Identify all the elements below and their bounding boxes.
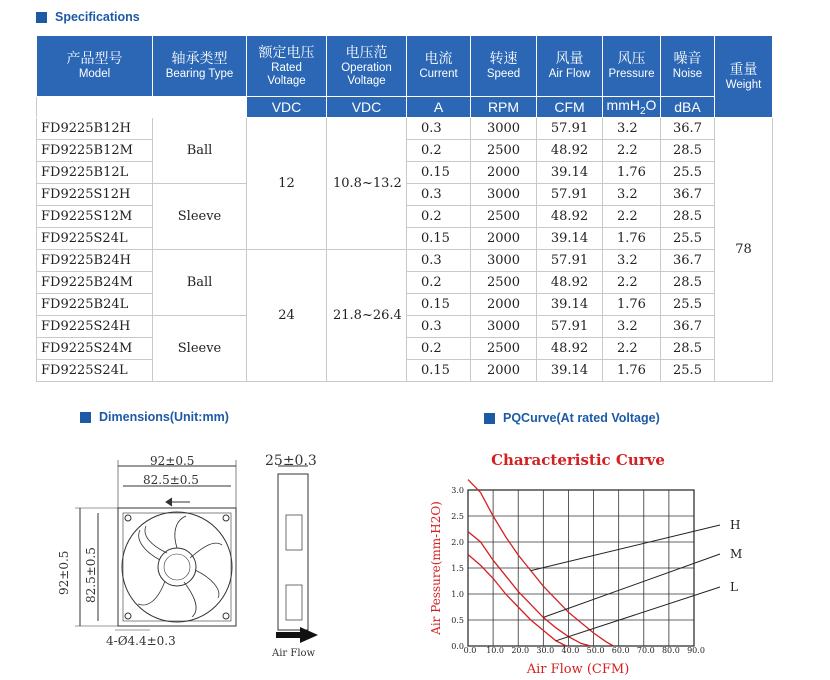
- air-flow-label: Air Flow: [272, 648, 316, 659]
- bearing-cell: Ball: [153, 118, 247, 184]
- table-cell: 3000: [471, 250, 537, 272]
- table-cell: 3.2: [603, 316, 661, 338]
- series-leader-line: [543, 554, 720, 617]
- header-model: 产品型号 Model: [37, 36, 153, 97]
- section-bullet-icon: [36, 12, 47, 23]
- table-cell: FD9225B12L: [37, 162, 153, 184]
- table-cell: 1.76: [603, 162, 661, 184]
- unit-rated-voltage: VDC: [247, 97, 327, 118]
- table-cell: FD9225B24H: [37, 250, 153, 272]
- table-cell: 0.2: [407, 272, 471, 294]
- table-cell: 28.5: [661, 338, 715, 360]
- series-line-m: [468, 532, 591, 646]
- section-bullet-icon: [484, 413, 495, 424]
- units-blank: [37, 97, 247, 118]
- air-flow-arrow-icon: [276, 627, 318, 643]
- header-bearing: 轴承类型 Bearing Type: [153, 36, 247, 97]
- table-cell: 48.92: [537, 140, 603, 162]
- x-tick-label: 0.0: [463, 646, 477, 655]
- series-label-l: L: [730, 580, 738, 594]
- bearing-cell: Sleeve: [153, 184, 247, 250]
- dim-height-inner: 82.5±0.5: [84, 547, 98, 603]
- table-cell: 3.2: [603, 184, 661, 206]
- table-cell: 2500: [471, 140, 537, 162]
- table-cell: 2000: [471, 294, 537, 316]
- table-cell: 39.14: [537, 162, 603, 184]
- chart-series: [468, 480, 613, 646]
- y-tick-label: 0.0: [451, 642, 464, 651]
- dim-depth: 25±0.3: [265, 453, 317, 469]
- x-tick-label: 20.0: [511, 646, 530, 655]
- section-bullet-icon: [80, 412, 91, 423]
- header-speed: 转速 Speed: [471, 36, 537, 97]
- table-cell: FD9225B12M: [37, 140, 153, 162]
- table-cell: 2500: [471, 272, 537, 294]
- table-cell: 25.5: [661, 360, 715, 382]
- chart-series-labels: [531, 518, 743, 641]
- table-cell: FD9225S12M: [37, 206, 153, 228]
- series-line-h: [468, 480, 613, 646]
- table-cell: 25.5: [661, 228, 715, 250]
- table-cell: 3000: [471, 316, 537, 338]
- chart-title: Characteristic Curve: [491, 451, 665, 469]
- table-cell: 0.3: [407, 184, 471, 206]
- table-row: [37, 250, 773, 272]
- fan-hub: [158, 548, 196, 586]
- mount-hole: [125, 515, 131, 521]
- table-cell: 57.91: [537, 316, 603, 338]
- chart-ticks: [451, 486, 705, 655]
- table-cell: 48.92: [537, 272, 603, 294]
- table-cell: 28.5: [661, 206, 715, 228]
- fan-frame-front: [118, 508, 236, 626]
- table-cell: 48.92: [537, 206, 603, 228]
- table-cell: 0.3: [407, 250, 471, 272]
- series-label-m: M: [730, 547, 743, 561]
- table-cell: 2.2: [603, 206, 661, 228]
- fan-side-view: [278, 474, 308, 630]
- fan-frame-inner: [123, 513, 231, 621]
- table-cell: 2.2: [603, 272, 661, 294]
- table-cell: FD9225S24H: [37, 316, 153, 338]
- table-cell: FD9225S12H: [37, 184, 153, 206]
- table-cell: 0.15: [407, 162, 471, 184]
- x-tick-label: 50.0: [586, 646, 605, 655]
- header-operation-voltage: 电压范 Operation Voltage: [327, 36, 407, 97]
- table-cell: 36.7: [661, 184, 715, 206]
- table-cell: 2000: [471, 228, 537, 250]
- table-cell: FD9225B24M: [37, 272, 153, 294]
- x-tick-label: 30.0: [536, 646, 555, 655]
- table-cell: 57.91: [537, 250, 603, 272]
- chart-ylabel: Air Pessure(mm-H2O): [429, 501, 443, 635]
- table-cell: 39.14: [537, 228, 603, 250]
- rated-voltage-cell: 24: [247, 250, 327, 382]
- y-tick-label: 1.5: [451, 564, 464, 573]
- y-tick-label: 3.0: [451, 486, 464, 495]
- weight-cell: 78: [715, 118, 773, 382]
- table-cell: 2000: [471, 162, 537, 184]
- fan-housing-circle: [122, 512, 232, 622]
- series-leader-line: [531, 525, 720, 571]
- table-cell: FD9225S24M: [37, 338, 153, 360]
- table-cell: 0.3: [407, 118, 471, 140]
- table-cell: 1.76: [603, 294, 661, 316]
- x-tick-label: 90.0: [687, 646, 705, 655]
- table-cell: 57.91: [537, 184, 603, 206]
- table-cell: 57.91: [537, 118, 603, 140]
- fan-blades: [138, 516, 222, 617]
- table-cell: 36.7: [661, 250, 715, 272]
- dimensions-title: Dimensions(Unit:mm): [99, 410, 229, 424]
- table-cell: 39.14: [537, 360, 603, 382]
- table-cell: 25.5: [661, 294, 715, 316]
- table-cell: FD9225S24L: [37, 228, 153, 250]
- y-tick-label: 2.5: [451, 512, 464, 521]
- table-cell: 3.2: [603, 118, 661, 140]
- dim-width-inner: 82.5±0.5: [143, 473, 199, 487]
- x-tick-label: 70.0: [636, 646, 655, 655]
- chart-grid: [468, 490, 694, 646]
- table-cell: 0.15: [407, 294, 471, 316]
- x-tick-label: 80.0: [661, 646, 680, 655]
- y-tick-label: 1.0: [451, 590, 464, 599]
- y-tick-label: 0.5: [451, 616, 464, 625]
- specifications-heading: [36, 10, 140, 24]
- table-cell: FD9225B12H: [37, 118, 153, 140]
- unit-noise: dBA: [661, 97, 715, 118]
- x-tick-label: 10.0: [486, 646, 505, 655]
- x-tick-label: 60.0: [611, 646, 630, 655]
- dim-holes: 4-Ø4.4±0.3: [106, 634, 176, 648]
- unit-operation-voltage: VDC: [327, 97, 407, 118]
- table-cell: 0.15: [407, 228, 471, 250]
- operation-voltage-cell: 10.8~13.2: [327, 118, 407, 250]
- mount-hole: [125, 613, 131, 619]
- table-cell: 0.2: [407, 338, 471, 360]
- table-cell: 2.2: [603, 338, 661, 360]
- table-cell: 36.7: [661, 118, 715, 140]
- bearing-cell: Ball: [153, 250, 247, 316]
- dim-width-outer: 92±0.5: [150, 454, 195, 468]
- chart-xlabel: Air Flow (CFM): [526, 662, 630, 677]
- bearing-cell: Sleeve: [153, 316, 247, 382]
- table-cell: 0.15: [407, 360, 471, 382]
- table-cell: 28.5: [661, 272, 715, 294]
- table-cell: 0.2: [407, 206, 471, 228]
- table-cell: 0.3: [407, 316, 471, 338]
- unit-air-flow: CFM: [537, 97, 603, 118]
- spec-table: [36, 35, 773, 382]
- mount-hole: [223, 515, 229, 521]
- table-cell: 1.76: [603, 228, 661, 250]
- header-pressure: 风压 Pressure: [603, 36, 661, 97]
- x-tick-label: 40.0: [561, 646, 580, 655]
- table-cell: 3000: [471, 118, 537, 140]
- unit-pressure: mmH$_2$O: [603, 97, 661, 118]
- header-noise: 噪音 Noise: [661, 36, 715, 97]
- chart-frame: [468, 490, 694, 646]
- pq-curve-heading: [484, 411, 660, 425]
- unit-speed: RPM: [471, 97, 537, 118]
- series-label-h: H: [730, 518, 741, 532]
- table-cell: 36.7: [661, 316, 715, 338]
- table-cell: 2000: [471, 360, 537, 382]
- table-cell: 39.14: [537, 294, 603, 316]
- series-leader-line: [556, 587, 720, 641]
- table-cell: 25.5: [661, 162, 715, 184]
- dim-height-outer: 92±0.5: [57, 550, 71, 595]
- table-cell: 3.2: [603, 250, 661, 272]
- header-weight: 重量 Weight: [715, 36, 773, 118]
- table-cell: 0.2: [407, 140, 471, 162]
- header-rated-voltage: 额定电压 Rated Voltage: [247, 36, 327, 97]
- mount-hole: [223, 613, 229, 619]
- table-cell: FD9225B24L: [37, 294, 153, 316]
- pq-curve-title: PQCurve(At rated Voltage): [503, 411, 660, 425]
- table-cell: FD9225S24L: [37, 360, 153, 382]
- rated-voltage-cell: 12: [247, 118, 327, 250]
- unit-current: A: [407, 97, 471, 118]
- table-cell: 3000: [471, 184, 537, 206]
- header-current: 电流 Current: [407, 36, 471, 97]
- table-cell: 2500: [471, 206, 537, 228]
- y-tick-label: 2.0: [451, 538, 464, 547]
- table-cell: 48.92: [537, 338, 603, 360]
- table-cell: 1.76: [603, 360, 661, 382]
- series-line-l: [468, 555, 566, 647]
- operation-voltage-cell: 21.8~26.4: [327, 250, 407, 382]
- table-cell: 28.5: [661, 140, 715, 162]
- header-air-flow: 风量 Air Flow: [537, 36, 603, 97]
- dimensions-heading: [80, 410, 229, 424]
- specifications-title: Specifications: [55, 10, 140, 24]
- table-cell: 2500: [471, 338, 537, 360]
- table-cell: 2.2: [603, 140, 661, 162]
- table-row: [37, 118, 773, 140]
